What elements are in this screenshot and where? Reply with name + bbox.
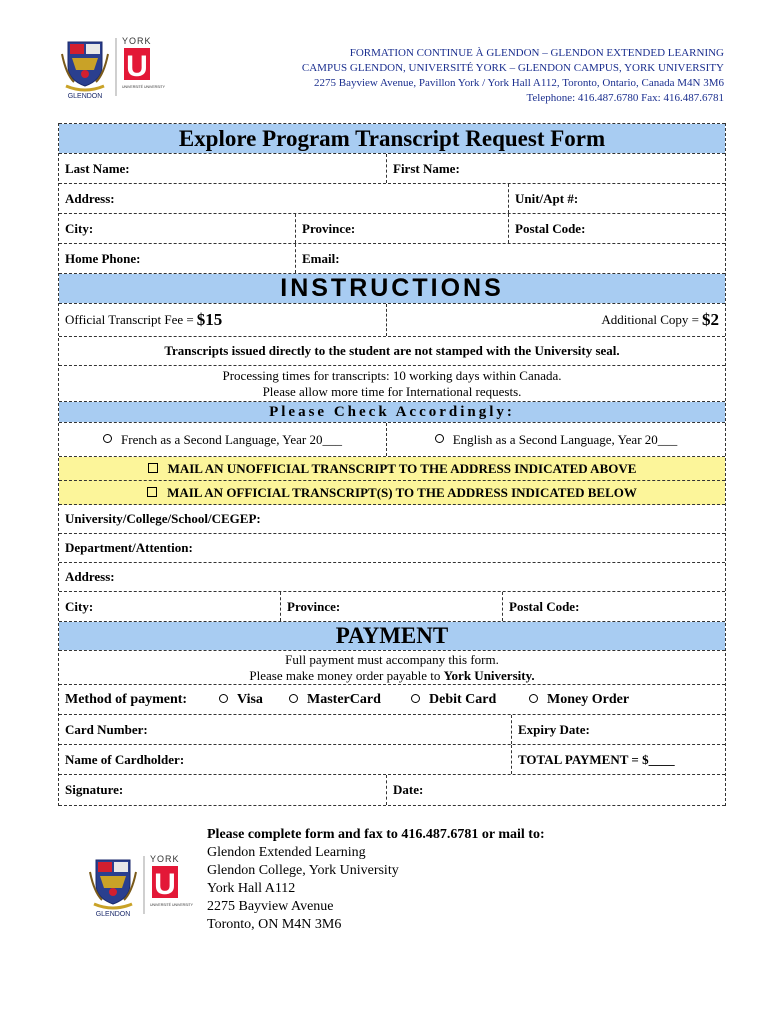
- processing-notice: [59, 366, 725, 401]
- cardholder-label: Name of Cardholder:: [65, 751, 185, 767]
- recipient-city-field[interactable]: [59, 592, 281, 621]
- city-field[interactable]: [59, 214, 296, 243]
- signature-field[interactable]: [59, 775, 387, 805]
- city-row: [59, 214, 725, 244]
- money-order-text: [249, 668, 534, 684]
- total-payment-label: TOTAL PAYMENT = $____: [518, 751, 675, 767]
- debit-card-radio-icon[interactable]: [411, 694, 420, 703]
- processing-line-2: Please allow more time for International requests.: [262, 383, 522, 399]
- instructions-title: INSTRUCTIONS: [59, 274, 725, 303]
- payment-method-label: Method of payment:: [65, 691, 188, 707]
- home-phone-label: Home Phone:: [65, 250, 141, 266]
- form-title-row: [59, 123, 725, 154]
- svg-text:UNIVERSITÉ UNIVERSITY: UNIVERSITÉ UNIVERSITY: [150, 903, 193, 907]
- money-order-prefix: Please make money order payable to: [249, 667, 444, 683]
- recipient-province-field[interactable]: [281, 592, 503, 621]
- glendon-york-logo: [60, 34, 170, 100]
- total-payment-field[interactable]: [512, 745, 725, 774]
- payment-notice: [59, 651, 725, 684]
- first-name-field[interactable]: [387, 154, 725, 183]
- program-choice-row: [59, 423, 725, 457]
- processing-row: [59, 366, 725, 402]
- department-field[interactable]: [59, 534, 725, 562]
- additional-copy-fee: [387, 304, 725, 336]
- svg-text:GLENDON: GLENDON: [67, 93, 103, 100]
- university-label: University/College/School/CEGEP:: [65, 511, 261, 526]
- form-title: Explore Program Transcript Request Form: [59, 124, 725, 153]
- additional-copy-value: $2: [702, 310, 719, 329]
- mastercard-option[interactable]: [289, 692, 411, 708]
- card-number-row: [59, 715, 725, 745]
- recipient-address-row: [59, 563, 725, 592]
- full-payment-text: Full payment must accompany this form.: [285, 651, 499, 667]
- additional-copy-label: Additional Copy =: [601, 312, 699, 327]
- debit-card-label: Debit Card: [429, 691, 497, 707]
- official-fee-label: Official Transcript Fee =: [65, 312, 194, 327]
- signature-label: Signature:: [65, 782, 124, 797]
- mail-official-label: MAIL AN OFFICIAL TRANSCRIPT(S) TO THE ADDRESS INDICATED BELOW: [167, 484, 637, 500]
- complete-form-notice: Please complete form and fax to 416.487.6781 or mail to:: [207, 827, 545, 842]
- first-name-label: First Name:: [393, 160, 460, 176]
- mail-address-line-5: Toronto, ON M4N 3M6: [207, 917, 342, 932]
- mail-official-checkbox-icon[interactable]: [147, 487, 157, 497]
- header-line-1: FORMATION CONTINUE À GLENDON – GLENDON EXTENDED LEARNING: [349, 47, 724, 59]
- email-label: Email:: [302, 250, 340, 266]
- processing-line-1: Processing times for transcripts: 10 working days within Canada.: [222, 367, 562, 383]
- cardholder-row: [59, 745, 725, 775]
- english-option[interactable]: [387, 423, 725, 456]
- svg-text:YORK: YORK: [150, 854, 180, 864]
- address-label: Address:: [65, 190, 115, 206]
- visa-option[interactable]: [219, 692, 289, 708]
- recipient-province-label: Province:: [287, 598, 341, 614]
- mail-address-line-2: Glendon College, York University: [207, 863, 399, 878]
- address-field[interactable]: [59, 184, 509, 213]
- french-option[interactable]: [59, 423, 387, 456]
- payment-notice-row: [59, 651, 725, 685]
- phone-row: [59, 244, 725, 274]
- footer-crest-icon: [90, 860, 136, 908]
- last-name-field[interactable]: [59, 154, 387, 183]
- header-line-4: Telephone: 416.487.6780 Fax: 416.487.6781: [526, 92, 724, 104]
- expiry-date-field[interactable]: [512, 715, 725, 744]
- mail-address-line-4: 2275 Bayview Avenue: [207, 899, 334, 914]
- university-field[interactable]: [59, 505, 725, 533]
- name-row: [59, 154, 725, 184]
- mail-address-line-3: York Hall A112: [207, 881, 296, 896]
- mail-unofficial-checkbox-icon[interactable]: [148, 463, 158, 473]
- money-order-label: Money Order: [547, 691, 630, 707]
- unit-label: Unit/Apt #:: [515, 190, 579, 206]
- mail-official-row: [59, 481, 725, 505]
- svg-text:GLENDON: GLENDON: [95, 911, 131, 918]
- english-option-label: English as a Second Language, Year 20___: [452, 431, 678, 447]
- postal-code-label: Postal Code:: [515, 220, 586, 236]
- home-phone-field[interactable]: [59, 244, 296, 273]
- visa-label: Visa: [237, 691, 263, 707]
- fee-row: [59, 304, 725, 337]
- email-field[interactable]: [296, 244, 725, 273]
- recipient-postal-label: Postal Code:: [509, 598, 580, 614]
- department-row: [59, 534, 725, 563]
- transcript-request-form: [58, 123, 726, 806]
- recipient-address-field[interactable]: [59, 563, 725, 591]
- card-number-label: Card Number:: [65, 721, 148, 737]
- french-radio-icon[interactable]: [103, 434, 112, 443]
- unit-field[interactable]: [509, 184, 725, 213]
- postal-code-field[interactable]: [509, 214, 725, 243]
- official-fee-value: $15: [196, 310, 223, 329]
- province-field[interactable]: [296, 214, 509, 243]
- svg-text:U: U: [126, 50, 148, 83]
- check-title-row: [59, 402, 725, 423]
- official-fee: [59, 304, 387, 336]
- mail-unofficial-label: MAIL AN UNOFFICIAL TRANSCRIPT TO THE ADDRESS INDICATED ABOVE: [167, 460, 637, 476]
- department-label: Department/Attention:: [65, 540, 193, 555]
- glendon-crest-icon: [62, 42, 108, 90]
- money-order-payee: York University.: [443, 667, 535, 683]
- expiry-date-label: Expiry Date:: [518, 721, 590, 737]
- payment-method-options: [59, 685, 725, 714]
- french-option-label: French as a Second Language, Year 20___: [121, 431, 342, 447]
- header-line-3: 2275 Bayview Avenue, Pavillon York / York Hall A112, Toronto, Ontario, Canada M4N 3M6: [314, 77, 724, 89]
- recipient-city-row: [59, 592, 725, 622]
- money-order-radio-icon[interactable]: [529, 694, 538, 703]
- payment-method-row: [59, 685, 725, 715]
- payment-title-row: [59, 622, 725, 651]
- recipient-postal-field[interactable]: [503, 592, 725, 621]
- date-label: Date:: [393, 782, 424, 797]
- svg-text:UNIVERSITÉ UNIVERSITY: UNIVERSITÉ UNIVERSITY: [122, 85, 165, 89]
- svg-text:YORK: YORK: [122, 36, 152, 46]
- mailing-instructions: [207, 826, 545, 934]
- city-label: City:: [65, 220, 94, 236]
- mail-official-option[interactable]: [59, 481, 725, 504]
- mastercard-label: MasterCard: [307, 691, 381, 707]
- not-stamped-notice: Transcripts issued directly to the student are not stamped with the University seal.: [164, 343, 620, 358]
- recipient-city-label: City:: [65, 598, 94, 614]
- province-label: Province:: [302, 220, 356, 236]
- english-radio-icon[interactable]: [435, 434, 444, 443]
- footer-logo: [88, 852, 198, 918]
- mail-unofficial-row: [59, 457, 725, 481]
- cardholder-field[interactable]: [59, 745, 512, 774]
- university-row: [59, 505, 725, 534]
- svg-text:U: U: [154, 868, 176, 901]
- date-field[interactable]: [387, 775, 725, 805]
- instructions-title-row: [59, 274, 725, 304]
- institution-header: [204, 46, 724, 106]
- money-order-option[interactable]: [529, 692, 629, 708]
- mail-unofficial-option[interactable]: [59, 457, 725, 480]
- recipient-address-label: Address:: [65, 569, 115, 584]
- debit-card-option[interactable]: [411, 692, 529, 708]
- mastercard-radio-icon[interactable]: [289, 694, 298, 703]
- check-title: Please Check Accordingly:: [59, 402, 725, 422]
- signature-row: [59, 775, 725, 806]
- mail-address-line-1: Glendon Extended Learning: [207, 845, 366, 860]
- visa-radio-icon[interactable]: [219, 694, 228, 703]
- card-number-field[interactable]: [59, 715, 512, 744]
- header-line-2: CAMPUS GLENDON, UNIVERSITÉ YORK – GLENDON CAMPUS, YORK UNIVERSITY: [301, 62, 724, 74]
- payment-title: PAYMENT: [59, 622, 725, 650]
- not-stamped-row: [59, 337, 725, 366]
- address-row: [59, 184, 725, 214]
- last-name-label: Last Name:: [65, 160, 130, 176]
